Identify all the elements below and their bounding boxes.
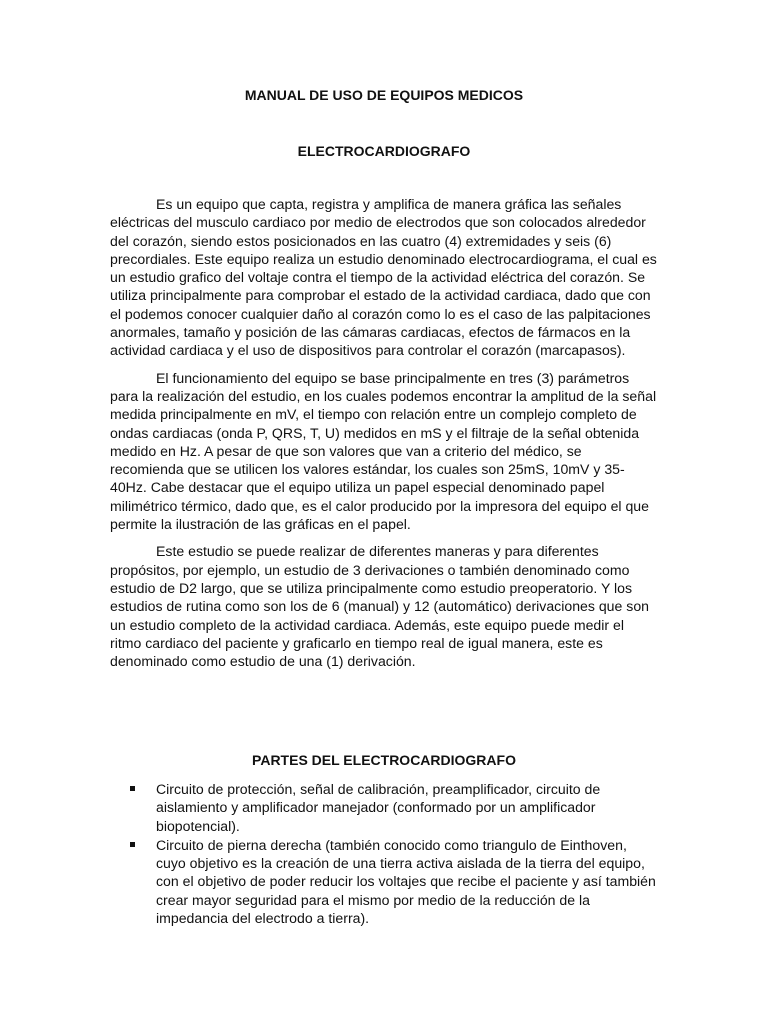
parts-list bbox=[130, 780, 660, 928]
list-item bbox=[130, 836, 660, 927]
square-bullet-icon bbox=[130, 842, 135, 847]
list-item-text: Circuito de pierna derecha (también conocido como triangulo de Einthoven, cuyo objetivo es la creación de una tierra activa aislada de la tierra del equipo, con el objetivo de poder reducir los voltajes que recibe el paciente y así también crear mayor seguridad para el mismo por medio de la reducción de la impedancia del electrodo a tierra). bbox=[156, 836, 656, 927]
body-paragraphs bbox=[110, 195, 658, 679]
document-subtitle: ELECTROCARDIOGRAFO bbox=[297, 143, 471, 159]
list-item bbox=[130, 780, 660, 835]
document-title: MANUAL DE USO DE EQUIPOS MEDICOS bbox=[244, 87, 524, 103]
paragraph-operation: El funcionamiento del equipo se base principalmente en tres (3) parámetros para la realización del estudio, en los cuales podemos encontrar la amplitud de la señal medida principalmente en mV, el tiempo con relación entre un complejo completo de ondas cardiacas (onda P, QRS, T, U) medidos en mS y el filtraje de la señal obtenida medido en Hz. A pesar de que son valores que van a criterio del médico, se recomienda que se utilicen los valores estándar, los cuales son 25mS, 10mV y 35-40Hz. Cabe destacar que el equipo utiliza un papel especial denominado papel milimétrico térmico, dado que, es el calor producido por la impresora del equipo el que permite la ilustración de las gráficas en el papel. bbox=[110, 369, 657, 533]
square-bullet-icon bbox=[130, 786, 135, 791]
parts-heading: PARTES DEL ELECTROCARDIOGRAFO bbox=[252, 752, 516, 768]
paragraph-definition: Es un equipo que capta, registra y amplifica de manera gráfica las señales eléctricas del musculo cardiaco por medio de electrodos que son colocados alrededor del corazón, siendo estos posicionados en las cuatro (4) extremidades y seis (6) precordiales. Este equipo realiza un estudio denominado electrocardiograma, el cual es un estudio grafico del voltaje contra el tiempo de la actividad eléctrica del corazón. Se utiliza principalmente para comprobar el estado de la actividad cardiaca, dado que con el podemos conocer cualquier daño al corazón como lo es el caso de las palpitaciones anormales, tamaño y posición de las cámaras cardiacas, efectos de fármacos en la actividad cardiaca y el uso de dispositivos para controlar el corazón (marcapasos). bbox=[110, 196, 657, 359]
paragraph-study-types: Este estudio se puede realizar de diferentes maneras y para diferentes propósitos, por ejemplo, un estudio de 3 derivaciones o también denominado como estudio de D2 largo, que se utiliza principalmente como estudio preoperatorio. Y los estudios de rutina como son los de 6 (manual) y 12 (automático) derivaciones que son un estudio completo de la actividad cardiaca. Además, este equipo puede medir el ritmo cardiaco del paciente y graficarlo en tiempo real de igual manera, este es denominado como estudio de una (1) derivación. bbox=[110, 543, 649, 670]
list-item-text: Circuito de protección, señal de calibración, preamplificador, circuito de aislamiento y amplificador manejador (conformado por un amplificador biopotencial). bbox=[156, 781, 601, 834]
